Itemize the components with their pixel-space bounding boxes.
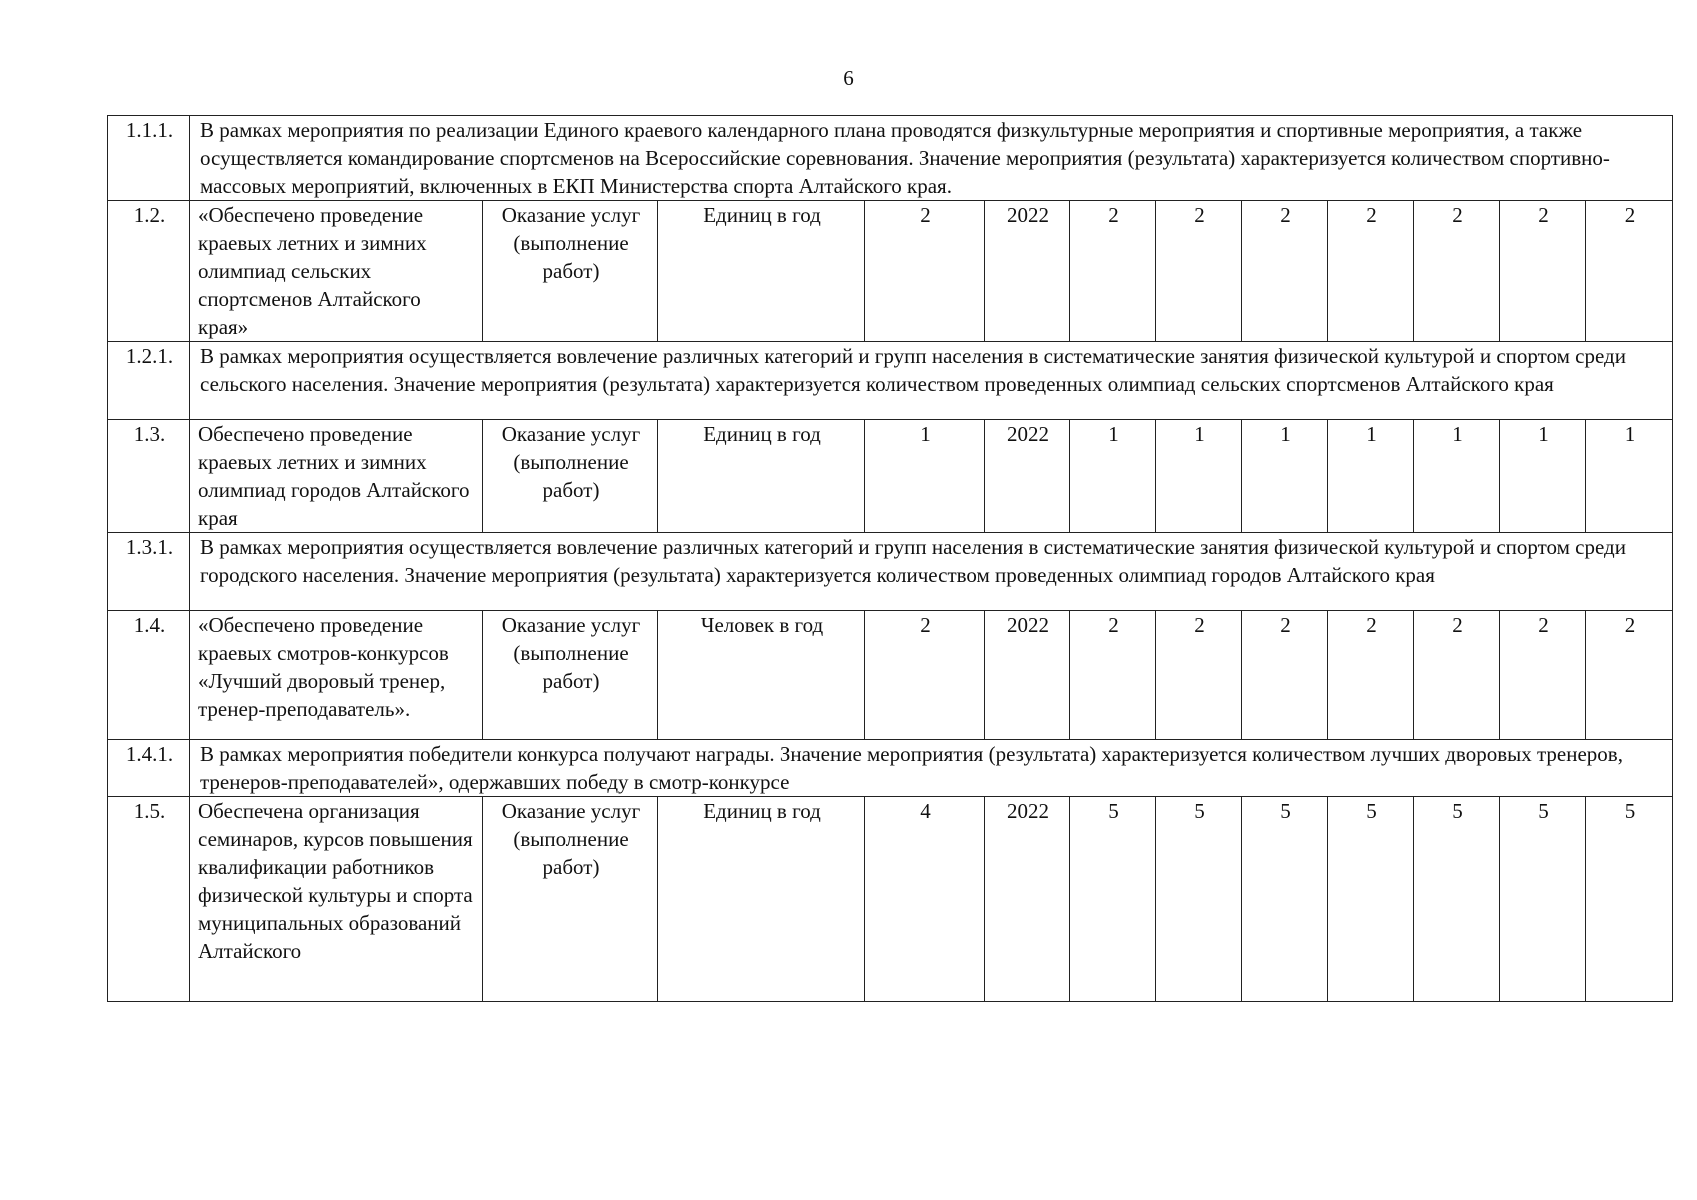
year-value-cell: 1 xyxy=(1414,420,1500,533)
year-value-cell: 2 xyxy=(1070,201,1156,342)
year-value-cell: 2 xyxy=(1328,201,1414,342)
year-value-cell: 2 xyxy=(1328,611,1414,740)
year-value-cell: 1 xyxy=(1586,420,1673,533)
measure-name: Обеспечена организация семинаров, курсов повышения квалификации работников физической культуры и спорта муниципальных образований Алтайского xyxy=(190,797,483,1002)
year-value-cell: 1 xyxy=(1242,420,1328,533)
row-number: 1.2.1. xyxy=(108,342,190,420)
measure-name: Обеспечено проведение краевых летних и зимних олимпиад городов Алтайского края xyxy=(190,420,483,533)
year-value-cell: 5 xyxy=(1070,797,1156,1002)
page-number: 6 xyxy=(843,66,854,90)
year-value-cell: 5 xyxy=(1414,797,1500,1002)
year-value-cell: 1 xyxy=(1328,420,1414,533)
row-number: 1.5. xyxy=(108,797,190,1002)
year-value-cell: 5 xyxy=(1328,797,1414,1002)
base-value: 1 xyxy=(865,420,985,533)
row-number: 1.3.1. xyxy=(108,533,190,611)
unit-of-measure: Единиц в год xyxy=(658,201,865,342)
measure-type: Оказание услуг (выполнение работ) xyxy=(483,201,658,342)
row-number: 1.2. xyxy=(108,201,190,342)
table-row xyxy=(108,420,1673,533)
row-number: 1.4.1. xyxy=(108,740,190,797)
year-value-cell: 5 xyxy=(1242,797,1328,1002)
table-row xyxy=(108,611,1673,740)
row-description: В рамках мероприятия по реализации Единого краевого календарного плана проводятся физкультурные мероприятия и спортивные мероприятия, а также осуществляется командирование спортсменов на Всероссийские соревнования. Значение мероприятия (результата) характеризуется количеством спортивно-массовых мероприятий, включенных в ЕКП Министерства спорта Алтайского края. xyxy=(190,116,1673,201)
year-value-cell: 5 xyxy=(1500,797,1586,1002)
year-value-cell: 5 xyxy=(1156,797,1242,1002)
measure-name: «Обеспечено проведение краевых летних и зимних олимпиад сельских спортсменов Алтайского края» xyxy=(190,201,483,342)
description-row xyxy=(108,342,1673,420)
document-table xyxy=(107,115,1673,1002)
year-value-cell: 1 xyxy=(1156,420,1242,533)
measure-type: Оказание услуг (выполнение работ) xyxy=(483,420,658,533)
measure-name: «Обеспечено проведение краевых смотров-конкурсов «Лучший дворовый тренер, тренер-преподаватель». xyxy=(190,611,483,740)
base-value: 4 xyxy=(865,797,985,1002)
base-year: 2022 xyxy=(985,420,1070,533)
year-value-cell: 2 xyxy=(1500,201,1586,342)
year-value-cell: 2 xyxy=(1156,201,1242,342)
row-description: В рамках мероприятия осуществляется вовлечение различных категорий и групп населения в систематические занятия физической культурой и спортом среди сельского населения. Значение мероприятия (результата) характеризуется количеством проведенных олимпиад сельских спортсменов Алтайского края xyxy=(190,342,1673,420)
description-row xyxy=(108,116,1673,201)
base-value: 2 xyxy=(865,611,985,740)
description-row xyxy=(108,533,1673,611)
year-value-cell: 2 xyxy=(1500,611,1586,740)
year-value-cell: 2 xyxy=(1242,201,1328,342)
row-description: В рамках мероприятия победители конкурса получают награды. Значение мероприятия (результата) характеризуется количеством лучших дворовых тренеров, тренеров-преподавателей», одержавших победу в смотр-конкурсе xyxy=(190,740,1673,797)
year-value-cell: 2 xyxy=(1586,201,1673,342)
unit-of-measure: Человек в год xyxy=(658,611,865,740)
year-value-cell: 2 xyxy=(1586,611,1673,740)
base-year: 2022 xyxy=(985,797,1070,1002)
measure-type: Оказание услуг (выполнение работ) xyxy=(483,797,658,1002)
unit-of-measure: Единиц в год xyxy=(658,420,865,533)
measure-type: Оказание услуг (выполнение работ) xyxy=(483,611,658,740)
base-year: 2022 xyxy=(985,611,1070,740)
row-number: 1.3. xyxy=(108,420,190,533)
year-value-cell: 1 xyxy=(1070,420,1156,533)
year-value-cell: 2 xyxy=(1414,611,1500,740)
table-row xyxy=(108,797,1673,1002)
year-value-cell: 2 xyxy=(1156,611,1242,740)
base-value: 2 xyxy=(865,201,985,342)
year-value-cell: 1 xyxy=(1500,420,1586,533)
row-description: В рамках мероприятия осуществляется вовлечение различных категорий и групп населения в систематические занятия физической культурой и спортом среди городского населения. Значение мероприятия (результата) характеризуется количеством проведенных олимпиад городов Алтайского края xyxy=(190,533,1673,611)
unit-of-measure: Единиц в год xyxy=(658,797,865,1002)
year-value-cell: 2 xyxy=(1414,201,1500,342)
year-value-cell: 2 xyxy=(1070,611,1156,740)
base-year: 2022 xyxy=(985,201,1070,342)
description-row xyxy=(108,740,1673,797)
year-value-cell: 5 xyxy=(1586,797,1673,1002)
row-number: 1.1.1. xyxy=(108,116,190,201)
year-value-cell: 2 xyxy=(1242,611,1328,740)
row-number: 1.4. xyxy=(108,611,190,740)
table-row xyxy=(108,201,1673,342)
